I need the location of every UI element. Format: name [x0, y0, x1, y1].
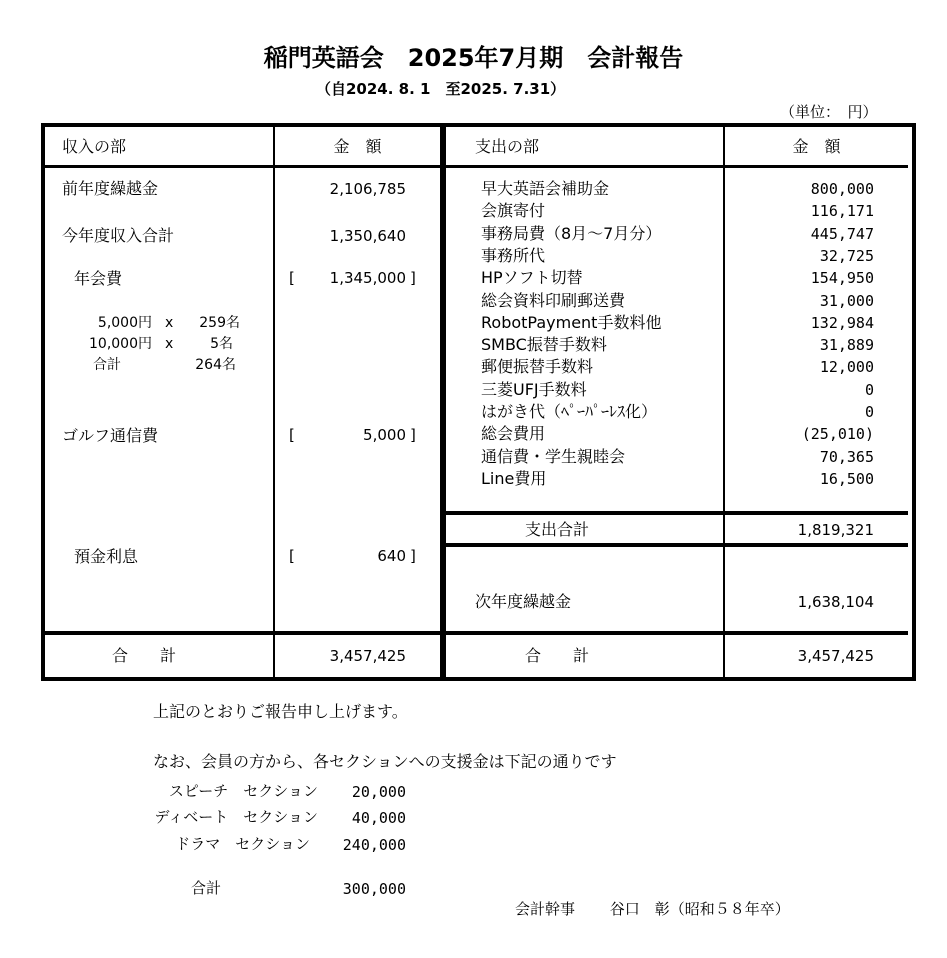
divider	[440, 127, 446, 677]
expense-item-label: Line費用	[481, 469, 547, 488]
members-total-value: 264名	[195, 357, 236, 373]
grand-total-right-value: 3,457,425	[797, 647, 874, 665]
golf-label: ゴルフ通信費	[62, 426, 159, 445]
fee-count: 5名	[210, 336, 233, 352]
divider	[723, 547, 725, 677]
expense-item-value: 32,725	[819, 247, 874, 265]
fee-price: 5,000円	[97, 315, 152, 331]
golf-value: 5,000	[363, 426, 406, 444]
expense-item-value: 154,950	[810, 269, 874, 287]
section-value: 20,000	[351, 783, 406, 801]
expense-item-value: 70,365	[819, 448, 874, 466]
expense-item-value: 116,171	[810, 202, 874, 220]
grand-total-right-label: 合 計	[525, 646, 590, 665]
header-income: 収入の部	[62, 137, 127, 156]
expense-item-label: RobotPayment手数料他	[481, 313, 662, 332]
divider	[723, 127, 725, 511]
divider	[446, 511, 908, 515]
section-value: 40,000	[351, 809, 406, 827]
expense-item-value: 800,000	[810, 180, 874, 198]
divider	[723, 515, 725, 543]
fee-multiply: x	[165, 336, 174, 352]
divider	[45, 631, 908, 635]
section-value: 240,000	[342, 836, 406, 854]
expense-item-value: 31,000	[819, 292, 874, 310]
period: （自2024. 8. 1 至2025. 7.31）	[316, 80, 566, 98]
expense-item-value: (25,010)	[801, 425, 874, 443]
expense-item-value: 31,889	[819, 336, 874, 354]
income-total-value: 1,350,640	[329, 227, 406, 245]
expense-item-value: 0	[864, 381, 874, 399]
note-line1: 上記のとおりご報告申し上げます。	[153, 702, 408, 721]
expense-item-label: はがき代（ﾍﾟｰﾊﾟｰﾚｽ化）	[481, 402, 658, 421]
interest-label: 預金利息	[74, 547, 139, 566]
divider	[446, 543, 908, 547]
income-total-label: 今年度収入合計	[62, 226, 175, 245]
bracket-open: [	[289, 426, 295, 444]
header-amount-right: 金 額	[792, 137, 841, 156]
unit-label: （単位： 円）	[780, 103, 878, 121]
annual-fee-value: 1,345,000	[329, 269, 406, 287]
bracket-open: [	[289, 269, 295, 287]
expense-total-value: 1,819,321	[797, 521, 874, 539]
signature: 会計幹事 谷口 彰（昭和５８年卒）	[515, 900, 790, 918]
expense-item-label: 早大英語会補助金	[481, 179, 610, 198]
header-amount-left: 金 額	[333, 137, 382, 156]
expense-item-label: 事務所代	[481, 246, 546, 265]
grand-total-left-label: 合 計	[112, 646, 177, 665]
section-label: スピーチ セクション	[168, 782, 318, 800]
interest-value: 640	[377, 547, 406, 565]
bracket-close: ]	[410, 426, 416, 444]
expense-item-value: 12,000	[819, 358, 874, 376]
expense-item-label: 総会費用	[481, 424, 546, 443]
bracket-close: ]	[410, 269, 416, 287]
expense-item-value: 445,747	[810, 225, 874, 243]
section-label: ドラマ セクション	[175, 835, 310, 853]
divider	[273, 127, 275, 677]
bracket-close: ]	[410, 547, 416, 565]
expense-item-value: 132,984	[810, 314, 874, 332]
expense-item-label: SMBC振替手数料	[481, 335, 607, 354]
expense-total-label: 支出合計	[525, 520, 590, 539]
fee-price: 10,000円	[89, 336, 152, 352]
annual-fee-label: 年会費	[74, 269, 123, 288]
expense-item-label: 会旗寄付	[481, 201, 546, 220]
note-line2: なお、会員の方から、各セクションへの支援金は下記の通りです	[153, 752, 617, 771]
expense-item-label: HPソフト切替	[481, 268, 583, 287]
page-title: 稲門英語会 2025年7月期 会計報告	[263, 44, 684, 72]
grand-total-left-value: 3,457,425	[329, 647, 406, 665]
section-label: ディベート セクション	[154, 808, 318, 826]
expense-item-label: 三菱UFJ手数料	[481, 380, 587, 399]
members-total-label: 合計	[93, 357, 121, 373]
expense-item-label: 通信費・学生親睦会	[481, 447, 626, 466]
sections-total-value: 300,000	[342, 880, 406, 898]
expense-item-value: 16,500	[819, 470, 874, 488]
expense-item-label: 事務局費（8月～7月分）	[481, 224, 662, 243]
header-expense: 支出の部	[475, 137, 540, 156]
income-carryover-label: 前年度繰越金	[62, 179, 159, 198]
expense-item-label: 郵便振替手数料	[481, 357, 594, 376]
fee-count: 259名	[199, 315, 240, 331]
sections-total-label: 合計	[191, 879, 222, 897]
expense-item-label: 総会資料印刷郵送費	[481, 291, 626, 310]
expense-item-value: 0	[864, 403, 874, 421]
divider	[45, 165, 908, 168]
bracket-open: [	[289, 547, 295, 565]
fee-multiply: x	[165, 315, 174, 331]
next-carryover-label: 次年度繰越金	[475, 592, 572, 611]
next-carryover-value: 1,638,104	[797, 593, 874, 611]
income-carryover-value: 2,106,785	[329, 180, 406, 198]
